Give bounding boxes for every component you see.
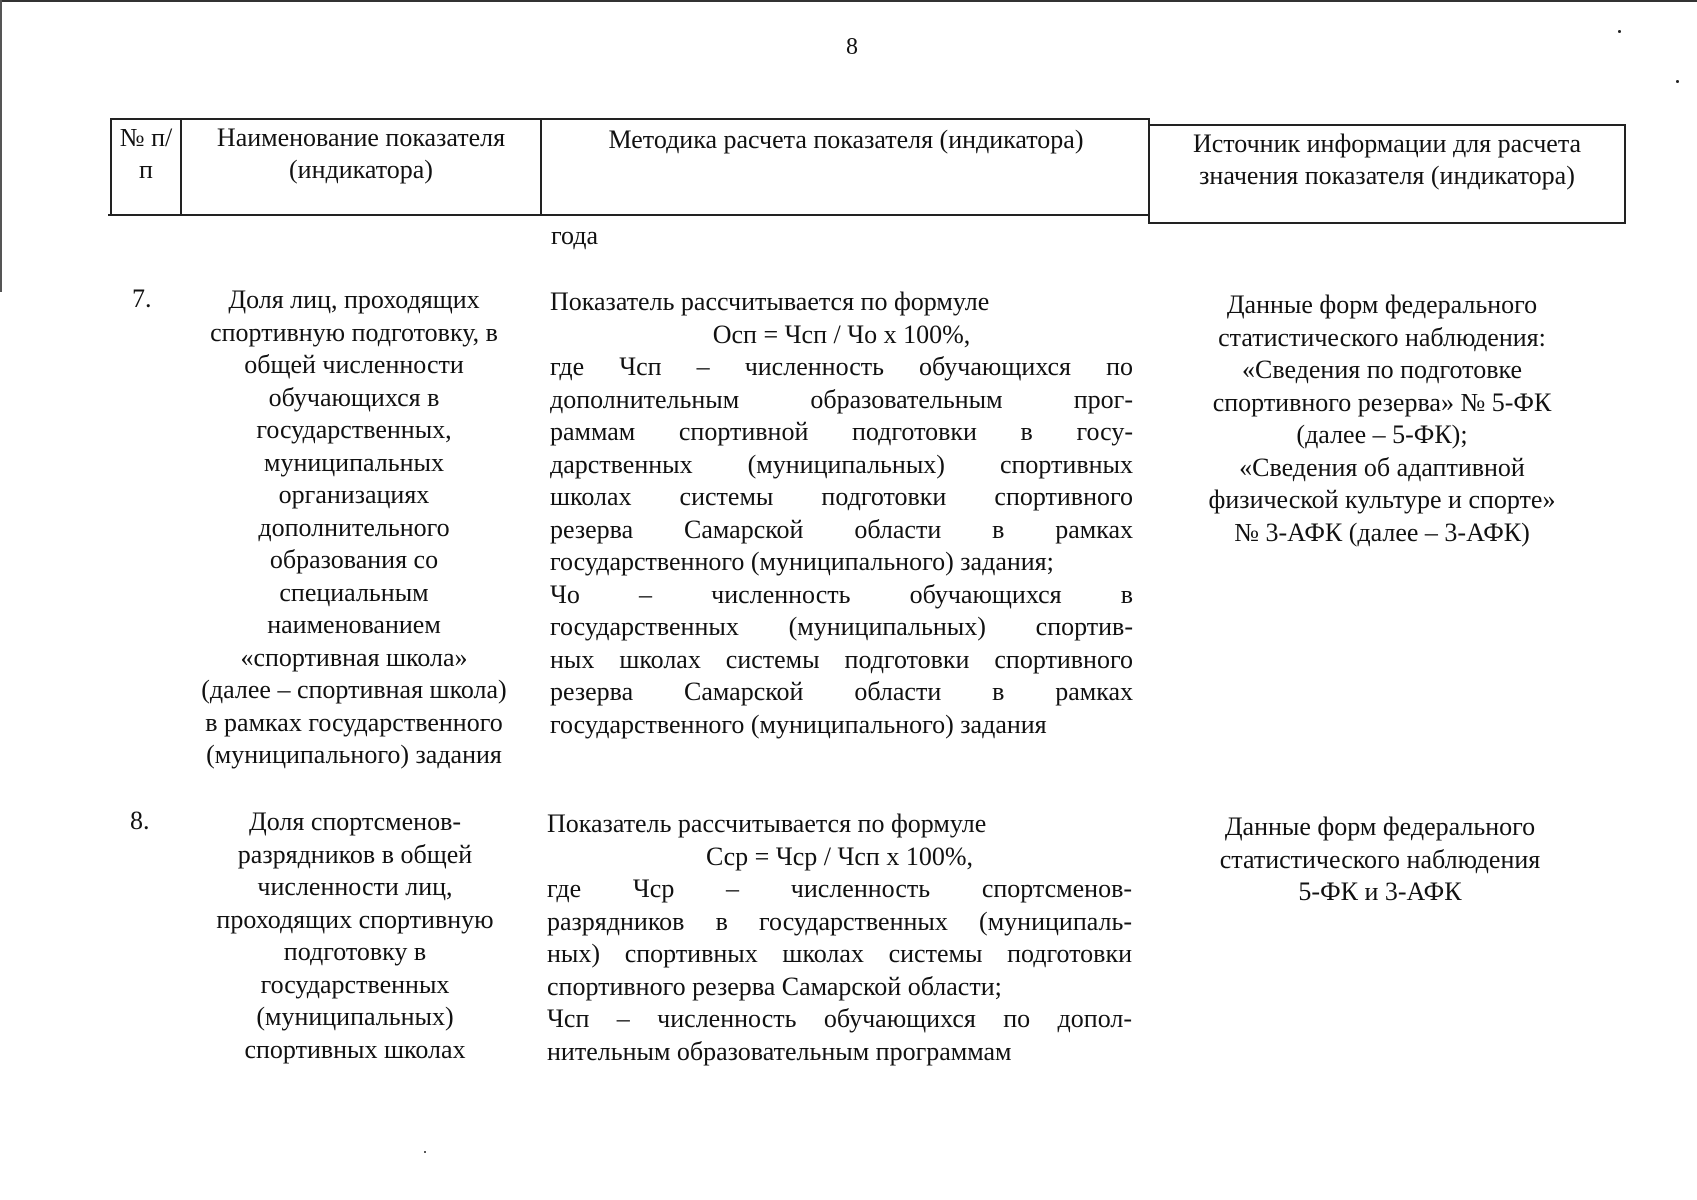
scan-speck	[1676, 80, 1679, 83]
carryover-text: года	[551, 221, 599, 250]
text-line: разрядников в государственных (муниципаль-	[547, 906, 1132, 936]
text-line: Чо – численность обучающихся в	[550, 579, 1133, 609]
text-line: спортивного резерва Самарской области;	[547, 971, 1002, 1001]
calculation-method	[547, 808, 1132, 1068]
information-source	[1172, 289, 1592, 549]
text-line: дарственных (муниципальных) спортивных	[550, 449, 1133, 479]
text-line: дополнительным образовательным прог-	[550, 384, 1133, 414]
text-line: (муниципального) задания	[206, 740, 502, 769]
text-line: Данные форм федерального	[1226, 290, 1538, 319]
text-line: раммам спортивной подготовки в госу-	[550, 417, 1133, 446]
text-line: Чсп – численность обучающихся по допол-	[547, 1004, 1132, 1033]
calculation-method	[550, 286, 1133, 741]
text-line: государственных	[260, 969, 450, 999]
text-line: численности лиц,	[257, 872, 453, 901]
text-line: спортивную подготовку, в	[210, 317, 498, 347]
text-line: образования со	[269, 545, 439, 574]
text-line: Осп = Чсп / Чо х 100%,	[712, 319, 971, 349]
text-line: организациях	[278, 480, 430, 509]
text-line: государственного (муниципального) задания;	[550, 547, 1054, 576]
text-line: обучающихся в	[268, 382, 440, 412]
information-source	[1172, 811, 1588, 909]
text-line: «Сведения об адаптивной	[1239, 452, 1525, 482]
header-col-method: Методика расчета показателя (индикатора)	[608, 125, 1084, 154]
text-line: Доля лиц, проходящих	[228, 285, 480, 314]
page-number: 8	[846, 34, 858, 60]
page-border-top	[0, 0, 1697, 2]
text-line: Показатель рассчитывается по формуле	[550, 287, 990, 316]
text-line: разрядников в общей	[237, 839, 473, 869]
text-line: резерва Самарской области в рамках	[550, 514, 1133, 544]
text-line: № 3-АФК (далее – 3-АФК)	[1234, 517, 1530, 547]
text-line: подготовку в	[283, 937, 427, 966]
scan-speck	[424, 1151, 426, 1153]
scan-speck	[1618, 30, 1621, 33]
text-line: «Сведения по подготовке	[1241, 355, 1523, 384]
text-line: наименованием	[267, 610, 441, 639]
text-line: (муниципальных)	[256, 1002, 454, 1031]
text-line: где Чсп – численность обучающихся по	[550, 352, 1133, 381]
indicator-name	[185, 806, 525, 1066]
text-line: государственных,	[256, 415, 452, 444]
text-line: (далее – 5-ФК);	[1296, 420, 1468, 449]
text-line: Данные форм федерального	[1224, 812, 1536, 841]
header-col-source: Источник информации для расчета значения показателя (индикатора)	[1192, 129, 1582, 190]
text-line: проходящих спортивную	[216, 904, 494, 934]
text-line: ных школах системы подготовки спортивного	[550, 644, 1133, 674]
row-number: 8.	[130, 806, 150, 835]
text-line: Показатель рассчитывается по формуле	[547, 809, 987, 838]
text-line: общей численности	[244, 350, 464, 379]
text-line: ных) спортивных школах системы подготовки	[547, 939, 1132, 968]
page-border-left	[0, 0, 2, 292]
table-header	[110, 118, 1626, 224]
text-line: Сср = Чср / Чсп х 100%,	[705, 841, 974, 871]
text-line: специальным	[279, 577, 429, 607]
text-line: государственного (муниципального) задания	[550, 709, 1047, 739]
text-line: государственных (муниципальных) спортив-	[550, 612, 1133, 641]
text-line: муниципальных	[263, 447, 444, 477]
text-line: (далее – спортивная школа)	[201, 675, 507, 704]
text-line: «спортивная школа»	[240, 642, 468, 672]
text-line: школах системы подготовки спортивного	[550, 482, 1133, 511]
indicator-name	[178, 284, 530, 772]
text-line: спортивного резерва» № 5-ФК	[1212, 387, 1552, 417]
text-line: в рамках государственного	[205, 707, 503, 737]
header-col-name: Наименование показателя (индикатора)	[216, 123, 506, 184]
row-number: 7.	[132, 284, 152, 313]
text-line: нительным образовательным программам	[547, 1036, 1012, 1066]
text-line: резерва Самарской области в рамках	[550, 677, 1133, 706]
text-line: дополнительного	[258, 512, 450, 542]
text-line: физической культуре и спорте»	[1208, 485, 1556, 514]
text-line: где Чср – численность спортсменов-	[547, 874, 1132, 903]
text-line: Доля спортсменов-	[249, 807, 461, 836]
text-line: спортивных школах	[244, 1034, 466, 1064]
text-line: статистического наблюдения:	[1218, 322, 1546, 352]
header-col-number: № п/п	[119, 123, 173, 184]
text-line: статистического наблюдения	[1219, 844, 1541, 874]
text-line: 5-ФК и 3-АФК	[1298, 877, 1462, 906]
